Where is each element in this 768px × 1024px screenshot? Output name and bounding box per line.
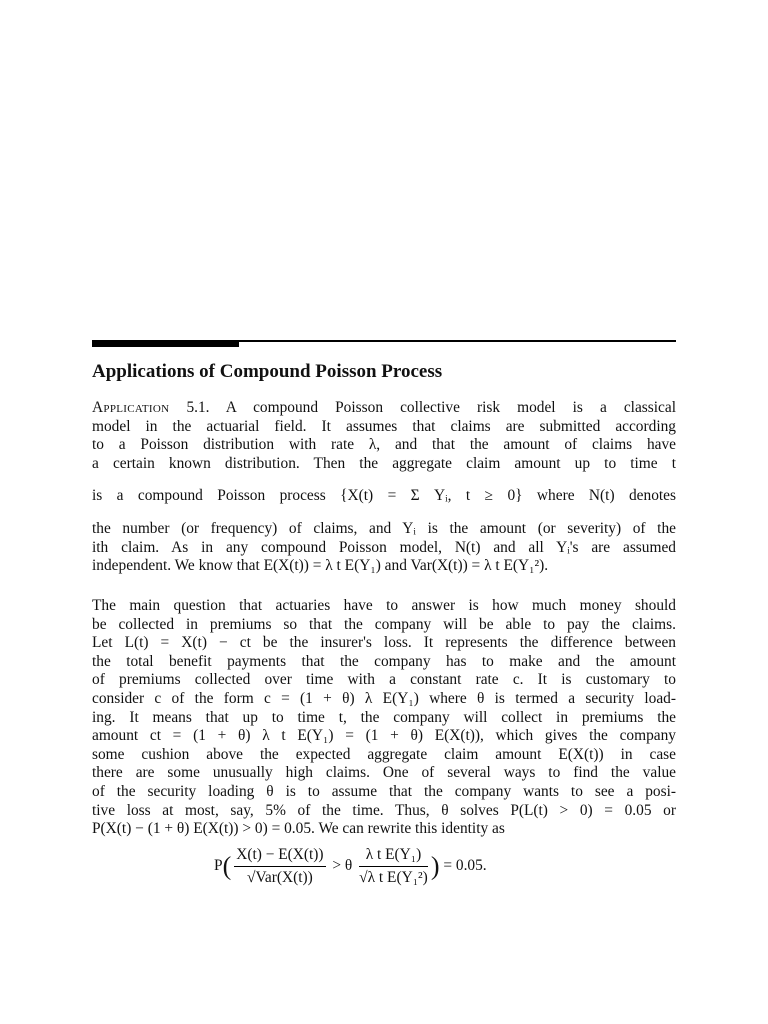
paragraph-2-line-2: be collected in premiums so that the company will be able to pay the claims. <box>92 615 676 633</box>
paragraph-2-line-6: consider c of the form c = (1 + θ) λ E(Y₁) where θ is termed a security load- <box>92 689 676 707</box>
application-line-4: a certain known distribution. Then the aggregate claim amount up to time t <box>92 454 676 472</box>
formula-open-paren: ( <box>222 851 232 881</box>
paragraph-2-line-8: amount ct = (1 + θ) λ t E(Y₁) = (1 + θ) E(X(t)), which gives the company <box>92 727 676 745</box>
formula-rhs-fraction <box>359 846 428 887</box>
paragraph-2-line-7: ing. It means that up to time t, the company will collect in premiums the <box>92 708 676 726</box>
application-line-5: is a compound Poisson process {X(t) = Σ Yᵢ, t ≥ 0} where N(t) denotes <box>92 487 676 505</box>
paragraph-2-line-5: of premiums collected over time with a constant rate c. It is customary to <box>92 671 676 689</box>
formula-rhs-denominator: √λ t E(Y₁²) <box>359 869 428 886</box>
formula-lhs-denominator: √Var(X(t)) <box>247 869 313 886</box>
application-number: 5.1. <box>186 399 210 416</box>
display-formula <box>92 846 676 896</box>
paragraph-2-line-3: Let L(t) = X(t) − ct be the insurer's loss. It represents the difference between <box>92 634 676 652</box>
formula-lhs-numerator: X(t) − E(X(t)) <box>234 846 325 867</box>
section-rule-thick <box>92 340 239 347</box>
paragraph-2 <box>92 597 676 839</box>
application-label: Application <box>92 399 170 416</box>
application-paragraph <box>92 399 676 576</box>
application-line-7: ith claim. As in any compound Poisson model, N(t) and all Yᵢ's are assumed <box>92 538 676 556</box>
application-line-text: A compound Poisson collective risk model is a classical <box>225 399 676 416</box>
paragraph-2-line-4: the total benefit payments that the company has to make and the amount <box>92 652 676 670</box>
formula-prob: P <box>214 857 223 875</box>
paragraph-2-line-12: tive loss at most, say, 5% of the time. Thus, θ solves P(L(t) > 0) = 0.05 or <box>92 801 676 819</box>
application-line-3: to a Poisson distribution with rate λ, and that the amount of claims have <box>92 436 676 454</box>
formula-relation: > θ <box>332 857 353 875</box>
formula-close-paren: ) <box>430 851 440 881</box>
application-line-6: the number (or frequency) of claims, and Yᵢ is the amount (or severity) of the <box>92 519 676 537</box>
paragraph-2-line-10: there are some unusually high claims. One of several ways to find the value <box>92 764 676 782</box>
application-line-8: independent. We know that E(X(t)) = λ t E(Y₁) and Var(X(t)) = λ t E(Y₁²). <box>92 557 549 575</box>
paragraph-2-line-1: The main question that actuaries have to answer is how much money should <box>92 597 676 614</box>
paragraph-2-line-13: P(X(t) − (1 + θ) E(X(t)) > 0) = 0.05. We can rewrite this identity as <box>92 820 505 838</box>
paragraph-2-line-11: of the security loading θ is to assume that the company wants to see a posi- <box>92 782 676 800</box>
application-line-2: model in the actuarial field. It assumes that claims are submitted according <box>92 417 676 435</box>
formula-lhs-fraction <box>234 846 325 887</box>
formula-rhs-numerator: λ t E(Y₁) <box>359 846 428 867</box>
paragraph-2-line-9: some cushion above the expected aggregate claim amount E(X(t)) in case <box>92 745 676 763</box>
application-line-1 <box>92 399 676 418</box>
section-title: Applications of Compound Poisson Process <box>92 361 443 382</box>
formula-equals: = 0.05. <box>443 857 487 875</box>
